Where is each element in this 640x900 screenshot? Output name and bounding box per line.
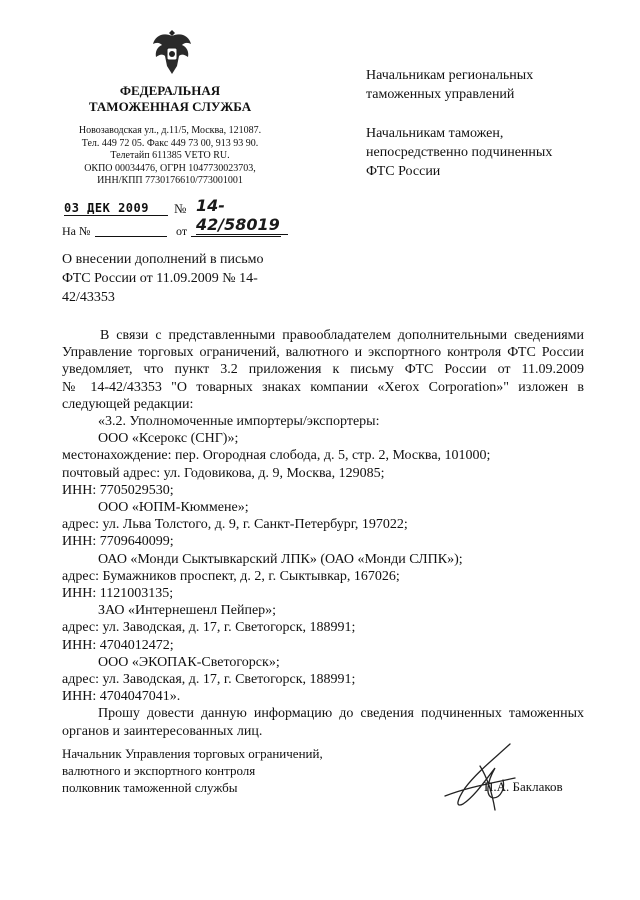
position-line: валютного и экспортного контроля: [62, 763, 256, 778]
body-line: следующей редакции:: [62, 396, 194, 412]
company-detail: адрес: ул. Заводская, д. 17, г. Светогорск, 188991;: [62, 620, 356, 636]
company-detail: ИНН: 7709640099;: [62, 534, 174, 550]
org-requisites: [60, 125, 280, 188]
ref-date-field: [191, 224, 281, 237]
addressee-regional: [366, 66, 533, 104]
company-name: ЗАО «Интернешенл Пейпер»;: [98, 603, 277, 619]
ref-number-label: На №: [62, 224, 91, 238]
subject-line: О внесении дополнений в письмо: [62, 252, 264, 267]
company-detail: ИНН: 7705029530;: [62, 482, 174, 498]
body-line: уведомляет, что пункт 3.2 приложения к письму ФТС России от 11.09.2009: [62, 362, 584, 378]
org-name-line: ТАМОЖЕННАЯ СЛУЖБА: [88, 99, 252, 114]
requisite-line: Новозаводская ул., д.11/5, Москва, 121087.: [78, 125, 262, 136]
requisite-line: Телетайп 611385 VETO RU.: [110, 150, 230, 161]
org-name: [70, 83, 270, 115]
company-detail: местонахождение: пер. Огородная слобода, д. 5, стр. 2, Москва, 101000;: [62, 448, 491, 464]
closing-line: Прошу довести данную информацию до сведения подчиненных таможенных: [98, 706, 584, 722]
company-name: ОАО «Монди Сыктывкарский ЛПК» (ОАО «Монди СЛПК»);: [98, 551, 463, 567]
addressee-line: ФТС России: [366, 164, 441, 179]
ref-number-field: [95, 224, 167, 237]
company-name: ООО «ЮПМ-Кюммене»;: [98, 500, 249, 516]
letter-date: 03 ДЕК 2009: [64, 201, 168, 216]
position-line: полковник таможенной службы: [62, 780, 238, 795]
company-detail: адрес: ул. Льва Толстого, д. 9, г. Санкт-Петербург, 197022;: [62, 517, 408, 533]
body-line: № 14-42/43353 "О товарных знаках компании «Xerox Corporation»" изложен в: [62, 379, 584, 395]
requisite-line: ИНН/КПП 7730176610/773001001: [97, 175, 243, 186]
company-detail: адрес: ул. Заводская, д. 17, г. Светогорск, 188991;: [62, 672, 356, 688]
body-line: В связи с представленными правообладателем дополнительными сведениями: [100, 328, 584, 343]
company-detail: ИНН: 4704047041».: [62, 689, 181, 705]
org-name-line: ФЕДЕРАЛЬНАЯ: [119, 83, 221, 98]
subject-line: ФТС России от 11.09.2009 № 14-: [62, 271, 258, 286]
requisite-line: Тел. 449 72 05. Факс 449 73 00, 913 93 90.: [81, 137, 259, 149]
addressee-line: непосредственно подчиненных: [366, 145, 553, 160]
section-title: «3.2. Уполномоченные импортеры/экспортеры:: [98, 414, 380, 430]
company-name: ООО «ЭКОПАК-Светогорск»;: [98, 654, 280, 670]
addressee-line: Начальникам таможен,: [366, 126, 504, 141]
coat-of-arms-emblem: [149, 26, 195, 78]
handwritten-signature: [425, 738, 535, 818]
requisite-line: ОКПО 00034476, ОГРН 1047730023703,: [84, 162, 256, 174]
subject-line: 42/43353: [62, 290, 115, 305]
closing-line: органов и заинтересованных лиц.: [62, 723, 263, 739]
signatory-position: [62, 745, 323, 796]
company-detail: ИНН: 1121003135;: [62, 586, 174, 602]
addressee-customs: [366, 124, 552, 181]
letter-number: 14-42/58019: [196, 196, 288, 235]
company-detail: адрес: Бумажников проспект, д. 2, г. Сыктывкар, 167026;: [62, 568, 400, 584]
letter-subject: [62, 250, 292, 307]
body-line: Управление торговых ограничений, валютного и экспортного контроля ФТС России: [62, 345, 584, 361]
company-name: ООО «Ксерокс (СНГ)»;: [98, 431, 239, 447]
company-detail: почтовый адрес: ул. Годовикова, д. 9, Москва, 129085;: [62, 465, 385, 481]
addressee-line: Начальникам региональных: [366, 68, 534, 83]
number-label: №: [174, 201, 187, 216]
company-detail: ИНН: 4704012472;: [62, 637, 174, 653]
addressee-line: таможенных управлений: [366, 87, 515, 102]
ref-date-label: от: [176, 224, 188, 238]
signatory-name: П.А. Баклаков: [484, 779, 563, 794]
position-line: Начальник Управления торговых ограничений,: [62, 746, 323, 761]
letter-body: [62, 327, 584, 740]
